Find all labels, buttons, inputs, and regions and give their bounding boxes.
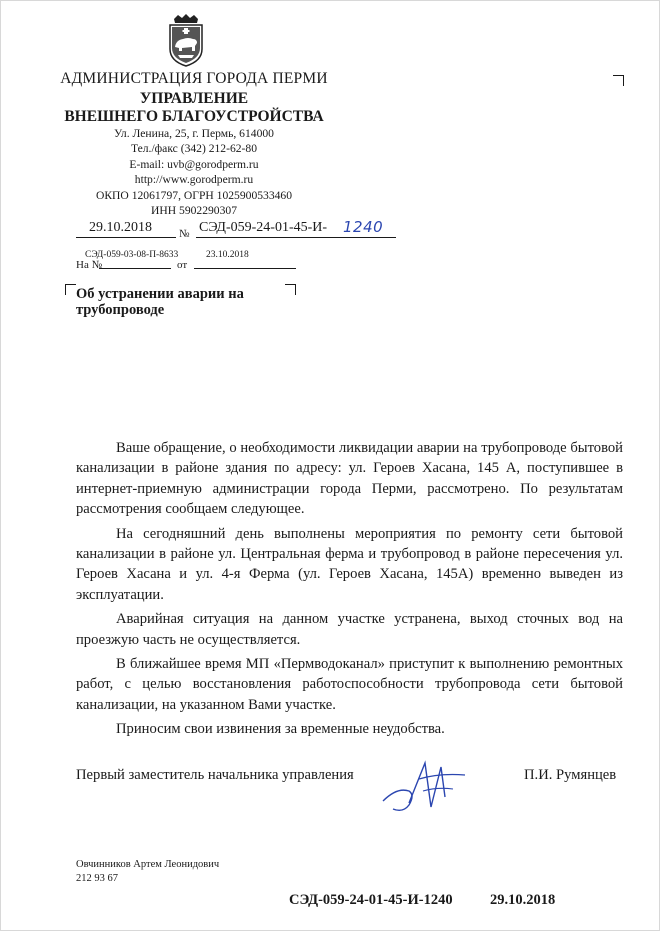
incoming-date-label: от bbox=[177, 259, 188, 271]
registration-date: 29.10.2018 bbox=[89, 220, 152, 235]
registration-number: СЭД-059-24-01-45-И- bbox=[199, 220, 328, 235]
email-line: E-mail: uvb@gorodperm.ru bbox=[129, 157, 259, 171]
body-paragraph: Аварийная ситуация на данном участке устранена, выход сточных вод на проезжую часть не осуществляется. bbox=[76, 611, 623, 648]
inn-line: ИНН 5902290307 bbox=[151, 204, 237, 218]
executor-name: Овчинников Артем Леонидович bbox=[76, 859, 220, 870]
subject-line: трубопроводе bbox=[76, 302, 165, 318]
org-name-department-sub: ВНЕШНЕГО БЛАГОУСТРОЙСТВА bbox=[64, 108, 324, 125]
incoming-number-line bbox=[99, 268, 171, 269]
incoming-date-line bbox=[194, 268, 296, 269]
body-paragraph: В ближайшее время МП «Пермводоканал» приступит к выполнению ремонтных работ, с целью восстановления работоспособности трубопровода сети бытовой канализации, на указанном Вами участке. bbox=[76, 656, 623, 713]
signatory-position: Первый заместитель начальника управления bbox=[76, 767, 354, 783]
incoming-number-label: На № bbox=[76, 259, 103, 271]
registration-number-line bbox=[196, 237, 396, 238]
addressee-corner-mark bbox=[613, 75, 624, 86]
phone-line: Тел./факс (342) 212-62-80 bbox=[130, 142, 258, 156]
registration-number-label: № bbox=[179, 228, 190, 240]
subject-line: Об устранении аварии на bbox=[76, 286, 244, 302]
signatory-name: П.И. Румянцев bbox=[524, 767, 617, 783]
body-paragraph: Приносим свои извинения за временные неудобства. bbox=[116, 721, 445, 738]
org-name-administration: АДМИНИСТРАЦИЯ ГОРОДА ПЕРМИ bbox=[60, 70, 328, 87]
executor-block bbox=[76, 858, 219, 886]
perm-coat-of-arms-icon bbox=[166, 13, 206, 67]
executor-phone: 212 93 67 bbox=[76, 873, 118, 884]
incoming-reference-number: СЭД-059-03-08-П-8633 bbox=[85, 250, 179, 260]
incoming-reference-date: 23.10.2018 bbox=[206, 250, 249, 260]
footer-registration-date: 29.10.2018 bbox=[490, 892, 556, 908]
body-paragraph: На сегодняшний день выполнены мероприятия по ремонту сети бытовой канализации в районе ул. Центральная ферма и трубопровод в районе пересечения ул. Героев Хасана и ул. 4-я Ферма (ул. Героев Хасана, 145А) временно выведен из эксплуатации. bbox=[76, 525, 623, 603]
org-address-block bbox=[59, 126, 329, 218]
letter-body bbox=[76, 438, 623, 744]
okpo-ogrn-line: ОКПО 12061797, ОГРН 1025900533460 bbox=[95, 188, 293, 202]
handwritten-signature-icon bbox=[379, 757, 471, 815]
subject-corner-left bbox=[65, 284, 76, 295]
website-line: http://www.gorodperm.ru bbox=[134, 173, 254, 187]
body-paragraph: Ваше обращение, о необходимости ликвидации аварии на трубопроводе бытовой канализации в районе здания по адресу: ул. Героев Хасана, 145 А, поступившее в интернет-приемную администрации города Перми, рассмотрено. По результатам рассмотрения сообщаем следующее. bbox=[76, 440, 623, 518]
letter-subject bbox=[76, 286, 306, 318]
footer-registration-number: СЭД-059-24-01-45-И-1240 bbox=[289, 892, 453, 908]
org-name-department: УПРАВЛЕНИЕ bbox=[139, 90, 249, 107]
address-line: Ул. Ленина, 25, г. Пермь, 614000 bbox=[114, 127, 274, 140]
registration-date-line bbox=[76, 237, 176, 238]
registration-number-handwritten: 1240 bbox=[343, 218, 384, 236]
